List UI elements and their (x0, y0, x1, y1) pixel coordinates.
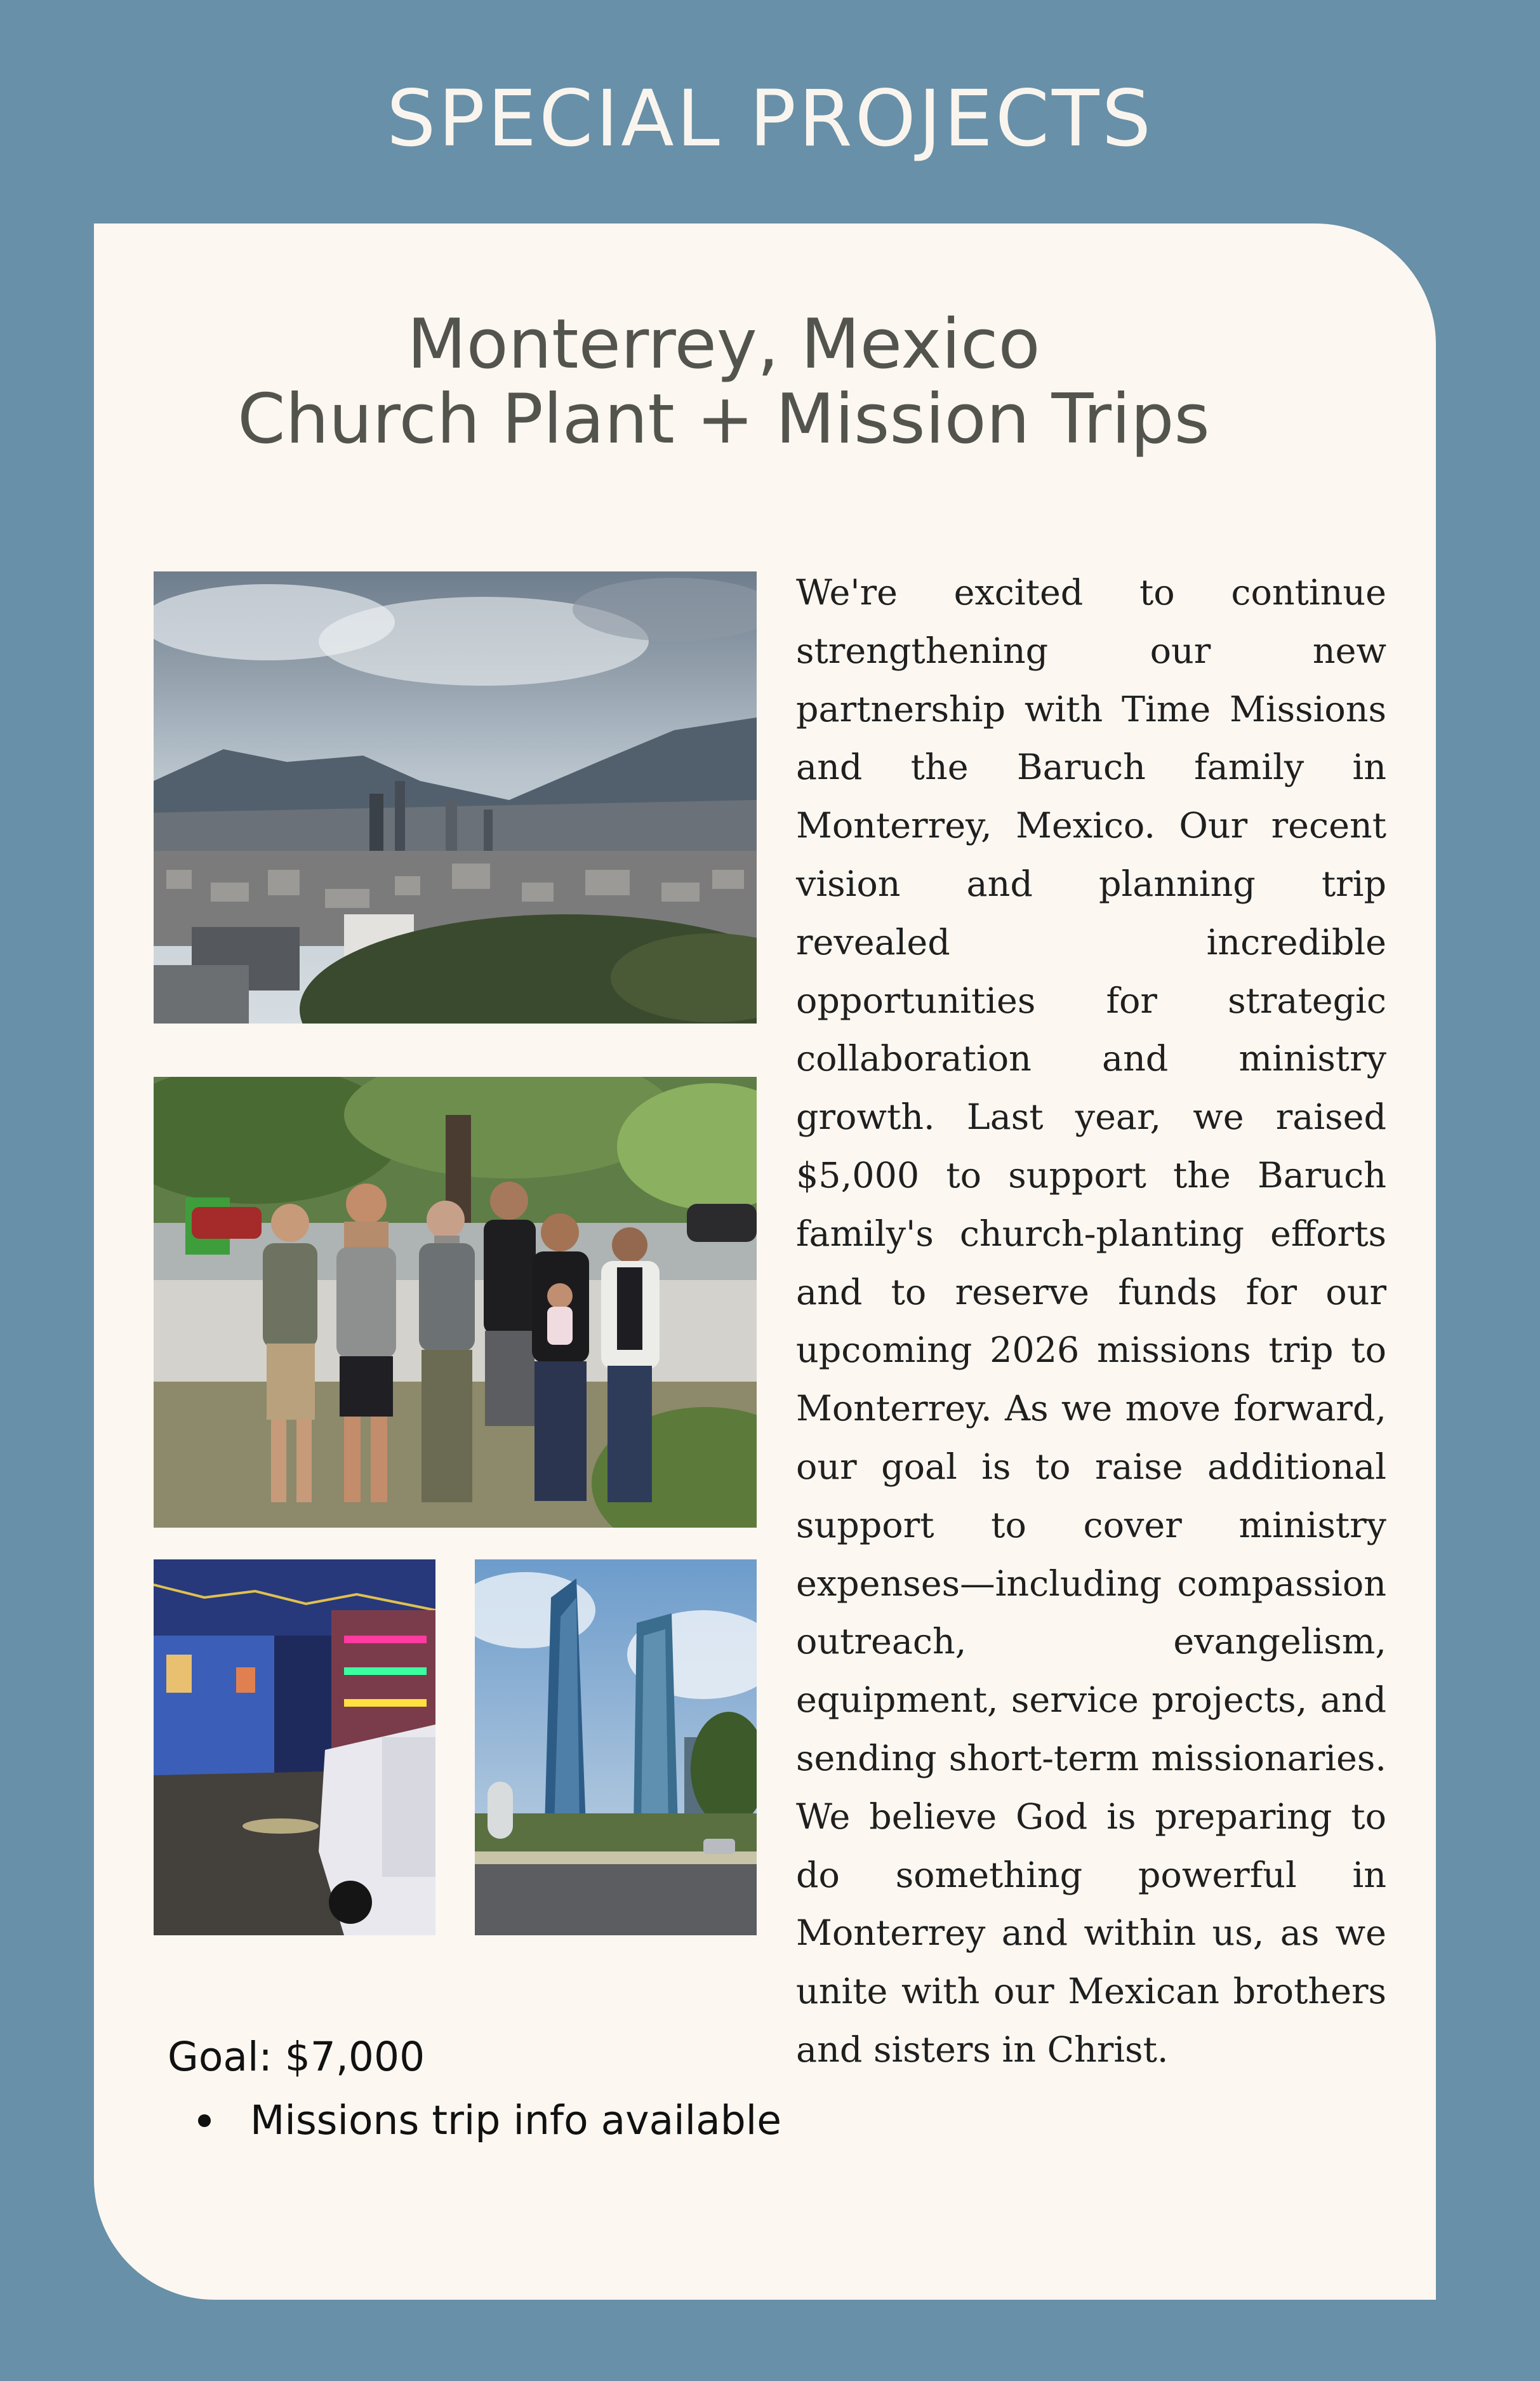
mission-team-group-photo (154, 1077, 757, 1528)
monterrey-skyline-photo (154, 571, 757, 1024)
info-bullet-list (168, 2089, 781, 2152)
project-title-line-1: Monterrey, Mexico (407, 305, 1040, 384)
info-bullet-item (168, 2089, 781, 2152)
page-heading: SPECIAL PROJECTS (386, 74, 1154, 164)
fundraising-goal: Goal: $7,000 (168, 2034, 425, 2080)
bullet-dot-icon (198, 2114, 211, 2127)
project-title-line-2: Church Plant + Mission Trips (237, 380, 1210, 459)
project-title (127, 307, 1320, 457)
info-bullet-text: Missions trip info available (250, 2097, 781, 2144)
glass-towers-photo (475, 1559, 757, 1935)
night-street-photo (154, 1559, 435, 1935)
project-description: We're excited to continue strengthening our new partnership with Time Missions and the Baruch family in Monterrey, Mexico. Our recent vision and planning trip revealed incredible opportunities for strategic collaboration and ministry growth. Last year, we raised $5,000 to support the Baruch family's church-planting efforts and to reserve funds for our upcoming 2026 missions trip to Monterrey. As we move forward, our goal is to raise additional support to cover ministry expenses—including compassion outreach, evangelism, equipment, service projects, and sending short-term missionaries. We believe God is preparing to do something powerful in Monterrey and within us, as we unite with our Mexican brothers and sisters in Christ. (796, 572, 1386, 2071)
